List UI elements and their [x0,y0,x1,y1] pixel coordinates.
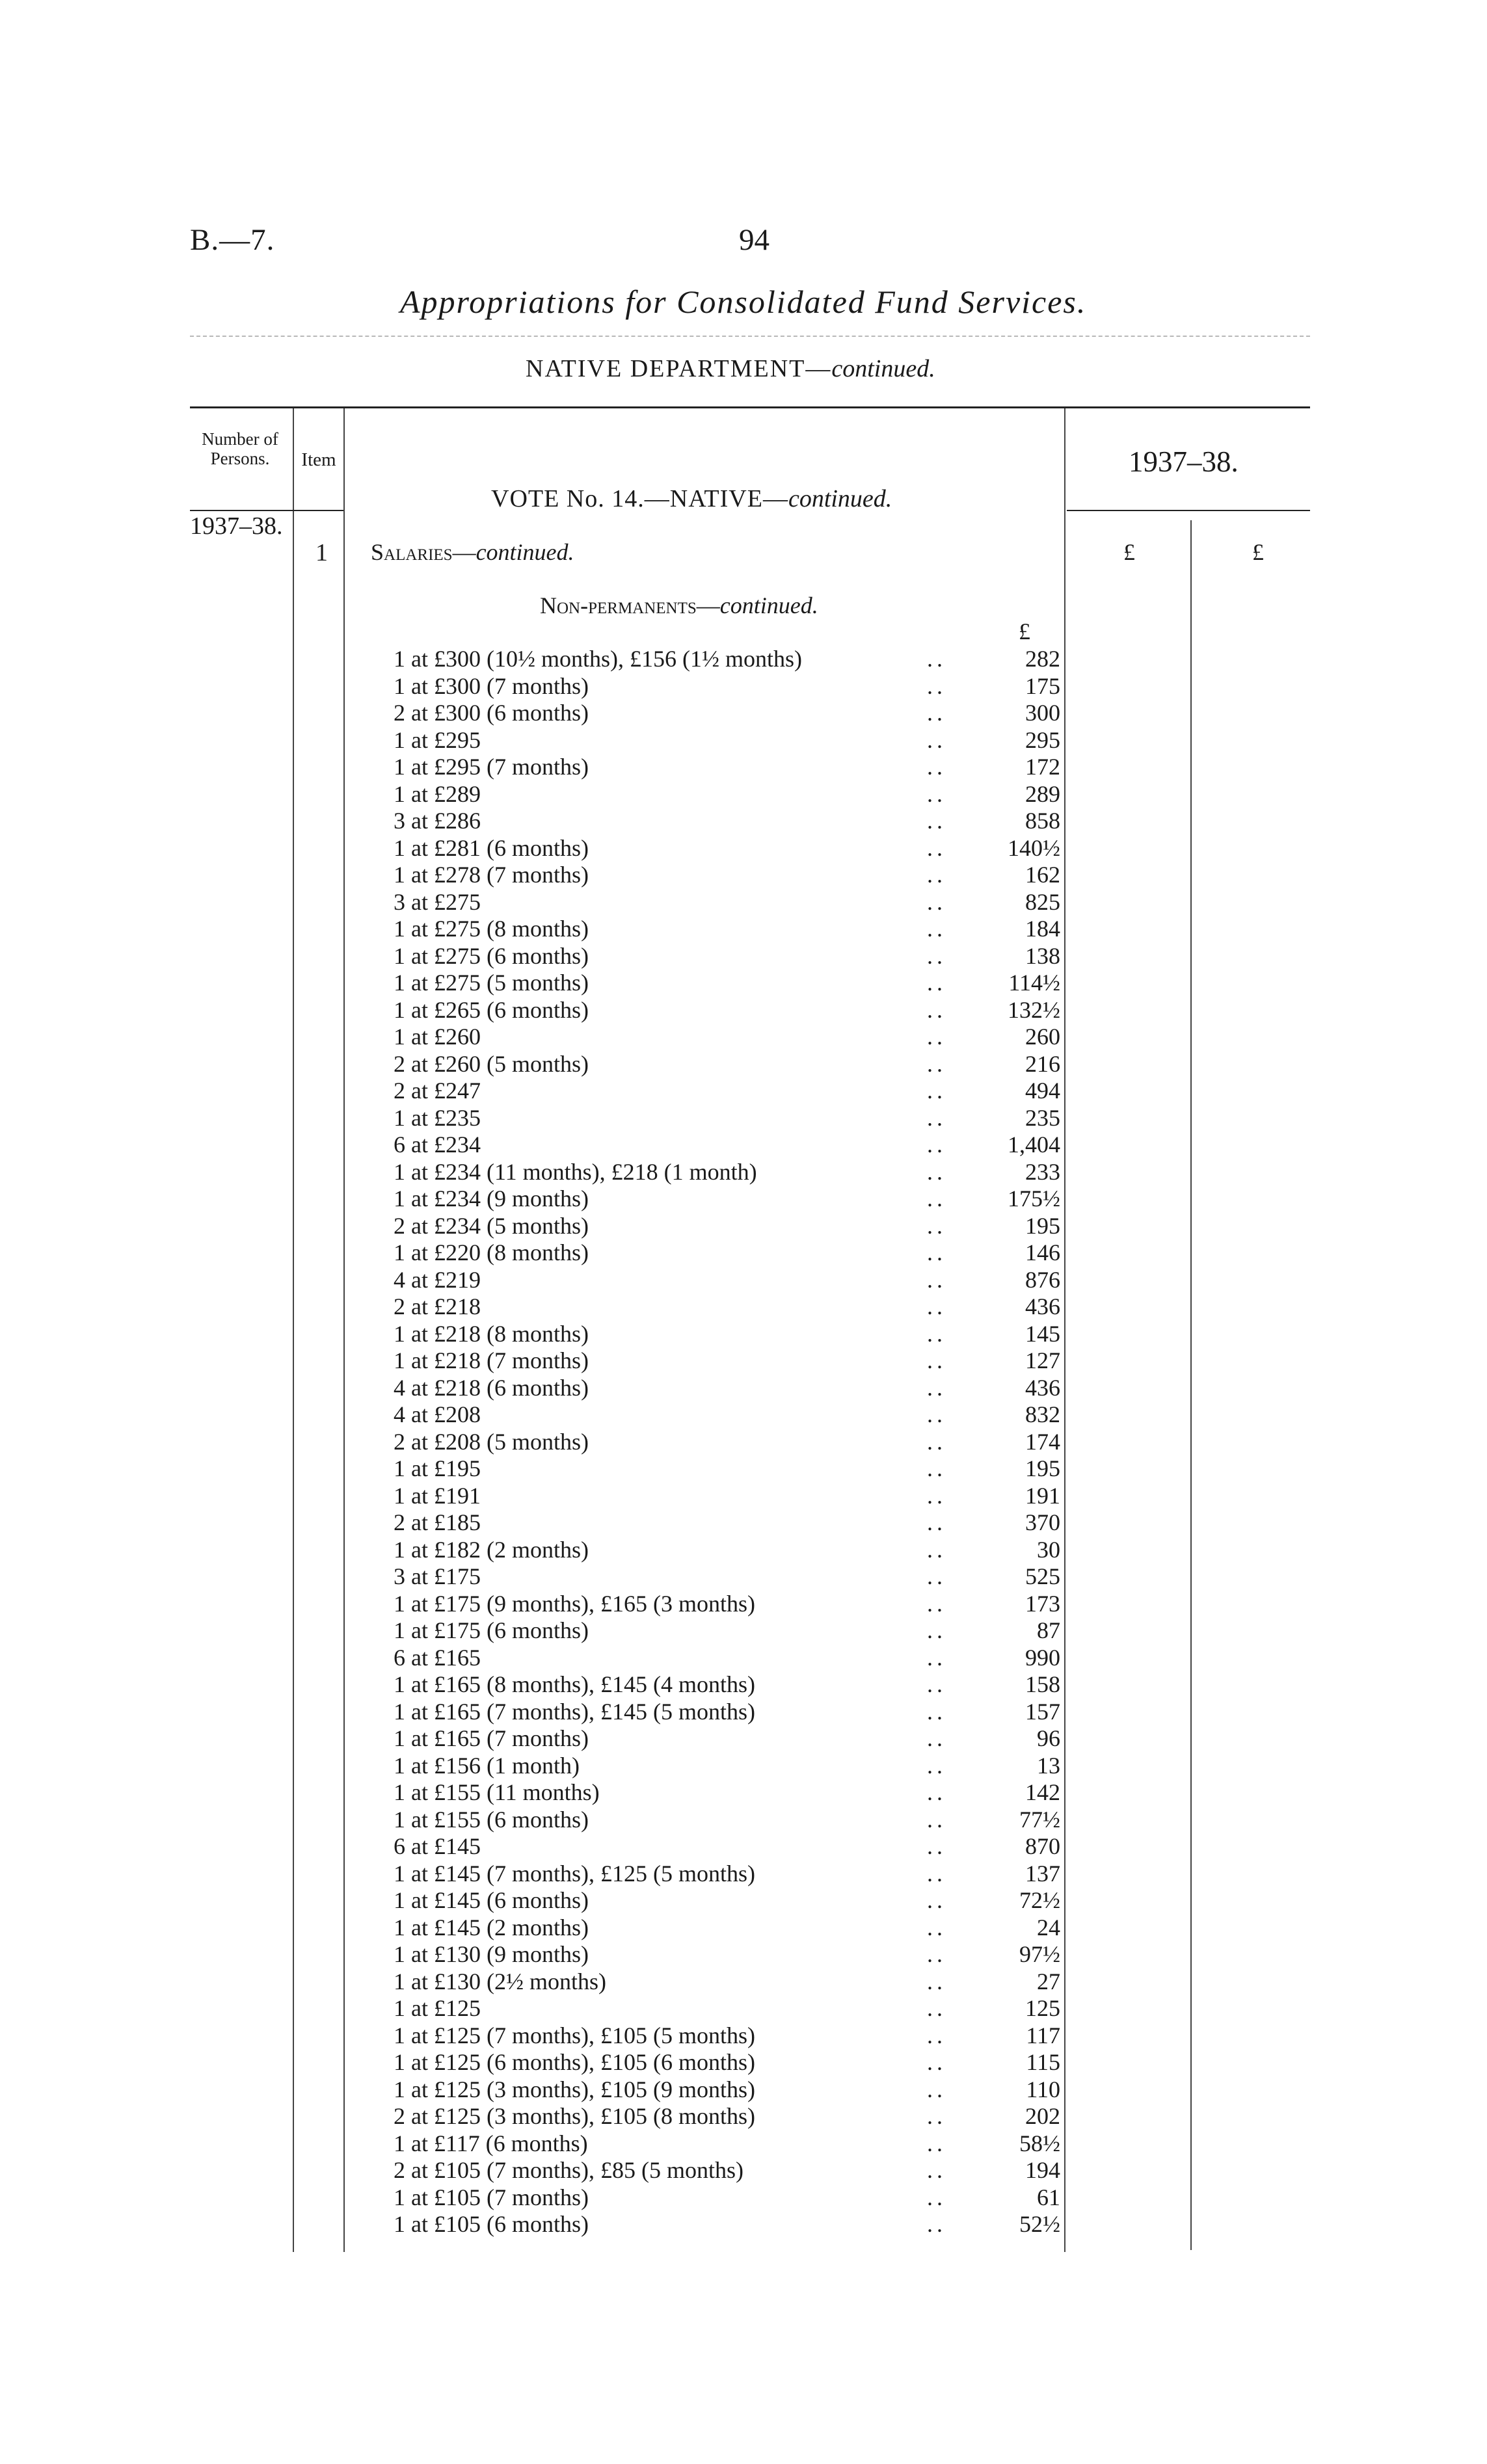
leader-dots: .. [927,1995,946,2021]
table-row [394,2130,1060,2157]
page-number: 94 [739,223,770,257]
table-row [394,1321,1060,1347]
row-description: 1 at £234 (9 months) [394,1186,589,1212]
table-row [394,1645,1060,1671]
row-description: 1 at £105 (7 months) [394,2184,589,2210]
number-of-persons-header: Number of Persons. [202,429,278,468]
leader-dots: .. [927,1428,946,1455]
row-amount: 195 [1025,1455,1060,1481]
row-description: 2 at £125 (3 months), £105 (8 months) [394,2103,755,2129]
row-amount: 115 [1026,2049,1060,2075]
row-amount: 370 [1025,1509,1060,1535]
row-description: 1 at £175 (9 months), £165 (3 months) [394,1590,755,1617]
row-amount: 162 [1025,862,1060,888]
subsection-heading [540,592,818,619]
table-row [394,1401,1060,1428]
row-amount: 195 [1025,1212,1060,1239]
row-amount: 97½ [1019,1941,1060,1967]
title-divider [190,336,1310,337]
row-amount: 175 [1025,672,1060,699]
year-column-pound-b: £ [1252,539,1264,565]
leader-dots: .. [927,1374,946,1401]
leader-dots: .. [927,1698,946,1725]
row-amount: 175½ [1008,1186,1060,1212]
row-amount: 30 [1037,1536,1060,1563]
row-description: 1 at £275 (6 months) [394,942,589,969]
row-amount: 870 [1025,1833,1060,1859]
table-row [394,1753,1060,1779]
item-number: 1 [315,539,328,566]
year-column-pound-a: £ [1123,539,1135,565]
row-description: 1 at £218 (7 months) [394,1347,589,1373]
table-row [394,1833,1060,1860]
item-column-right-rule [343,408,345,2252]
row-amount: 184 [1025,916,1060,942]
row-description: 1 at £145 (2 months) [394,1914,589,1941]
row-description: 4 at £208 [394,1401,481,1427]
leader-dots: .. [927,2076,946,2102]
row-amount: 52½ [1019,2211,1060,2237]
leader-dots: .. [927,1509,946,1535]
row-description: 1 at £265 (6 months) [394,996,589,1023]
leader-dots: .. [927,1536,946,1563]
table-row [394,1995,1060,2022]
leader-dots: .. [927,1482,946,1509]
table-row [394,1699,1060,1725]
row-amount: 72½ [1019,1887,1060,1913]
row-amount: 825 [1025,888,1060,915]
row-amount: 990 [1025,1644,1060,1671]
row-amount: 202 [1025,2103,1060,2129]
leader-dots: .. [927,834,946,861]
row-description: 1 at £155 (11 months) [394,1779,600,1805]
leader-dots: .. [927,1401,946,1427]
row-description: 2 at £208 (5 months) [394,1428,589,1455]
row-amount: 114½ [1008,970,1060,996]
table-row [394,1483,1060,1509]
row-amount: 174 [1025,1428,1060,1455]
row-description: 1 at £295 [394,726,481,753]
table-row [394,1051,1060,1078]
table-row [394,1159,1060,1186]
leader-dots: .. [927,1563,946,1589]
leader-dots: .. [927,2103,946,2129]
table-row [394,781,1060,808]
leader-dots: .. [927,1050,946,1077]
row-amount: 61 [1037,2184,1060,2210]
row-amount: 233 [1025,1158,1060,1185]
row-description: 1 at £278 (7 months) [394,862,589,888]
leader-dots: .. [927,1158,946,1185]
table-row [394,862,1060,888]
row-amount: 436 [1025,1374,1060,1401]
row-amount: 117 [1026,2022,1060,2048]
row-description: 1 at £300 (7 months) [394,672,589,699]
leader-dots: .. [927,1671,946,1697]
leader-dots: .. [927,1941,946,1967]
leader-dots: .. [927,2184,946,2210]
table-row [394,1375,1060,1401]
row-amount: 157 [1025,1698,1060,1725]
row-description: 2 at £300 (6 months) [394,700,589,726]
row-amount: 1,404 [1008,1132,1060,1158]
item-column-left-rule [293,408,294,2252]
year-header-rule [1067,510,1310,511]
table-row [394,1186,1060,1212]
leader-dots: .. [927,942,946,969]
row-description: 1 at £275 (8 months) [394,916,589,942]
row-amount: 27 [1037,1968,1060,1994]
row-description: 4 at £219 [394,1266,481,1293]
leader-dots: .. [927,2157,946,2183]
table-row [394,1671,1060,1698]
leader-dots: .. [927,1132,946,1158]
leader-dots: .. [927,808,946,834]
leader-dots: .. [927,2049,946,2075]
row-amount: 260 [1025,1024,1060,1050]
vote-suffix: continued. [788,485,892,512]
row-amount: 77½ [1019,1806,1060,1833]
leader-dots: .. [927,916,946,942]
table-row [394,2049,1060,2076]
row-amount: 140½ [1008,834,1060,861]
table-row [394,808,1060,834]
persons-year-label: 1937–38. [190,512,283,540]
left-header-rule [190,510,343,511]
row-amount: 87 [1037,1617,1060,1643]
table-row [394,1455,1060,1482]
leader-dots: .. [927,754,946,780]
leader-dots: .. [927,1320,946,1347]
row-amount: 282 [1025,646,1060,672]
department-name: NATIVE DEPARTMENT— [526,355,832,382]
row-description: 1 at £195 [394,1455,481,1481]
table-row [394,1537,1060,1563]
table-row [394,943,1060,970]
table-row [394,727,1060,754]
table-row [394,997,1060,1024]
leader-dots: .. [927,1347,946,1373]
row-description: 3 at £175 [394,1563,481,1589]
section-label: Salaries— [371,539,476,565]
row-description: 6 at £234 [394,1132,481,1158]
table-row [394,1725,1060,1752]
row-description: 1 at £234 (11 months), £218 (1 month) [394,1158,757,1185]
row-amount: 300 [1025,700,1060,726]
row-amount: 125 [1025,1995,1060,2021]
table-row [394,1941,1060,1968]
section-suffix: continued. [476,539,574,565]
table-row [394,673,1060,700]
leader-dots: .. [927,888,946,915]
row-amount: 173 [1025,1590,1060,1617]
row-amount: 145 [1025,1320,1060,1347]
row-amount: 24 [1037,1914,1060,1941]
row-description: 1 at £300 (10½ months), £156 (1½ months) [394,646,802,672]
row-description: 1 at £145 (7 months), £125 (5 months) [394,1860,755,1887]
row-amount: 138 [1025,942,1060,969]
table-row [394,1807,1060,1833]
table-row [394,1347,1060,1374]
table-row [394,1914,1060,1941]
row-description: 1 at £125 (6 months), £105 (6 months) [394,2049,755,2075]
leader-dots: .. [927,1617,946,1643]
vote-heading [491,484,892,513]
row-description: 1 at £130 (2½ months) [394,1968,606,1994]
document-reference: B.—7. [190,223,275,257]
row-amount: 142 [1025,1779,1060,1805]
table-row [394,1105,1060,1132]
item-header: Item [301,449,336,470]
row-amount: 58½ [1019,2130,1060,2156]
leader-dots: .. [927,1266,946,1293]
table-row [394,2103,1060,2130]
row-description: 6 at £165 [394,1644,481,1671]
section-heading [371,538,574,566]
table-row [394,2157,1060,2184]
table-row [394,1293,1060,1320]
row-description: 1 at £295 (7 months) [394,754,589,780]
row-description: 2 at £247 [394,1078,481,1104]
row-amount: 110 [1026,2076,1060,2102]
row-description: 1 at £289 [394,780,481,807]
leader-dots: .. [927,1725,946,1751]
row-description: 6 at £145 [394,1833,481,1859]
leader-dots: .. [927,2022,946,2048]
row-description: 1 at £165 (7 months) [394,1725,589,1751]
row-description: 3 at £286 [394,808,481,834]
row-description: 2 at £218 [394,1293,481,1319]
table-row [394,754,1060,780]
table-row [394,2022,1060,2049]
table-row [394,835,1060,862]
leader-dots: .. [927,1914,946,1941]
table-row [394,1968,1060,1995]
row-description: 1 at £125 (7 months), £105 (5 months) [394,2022,755,2048]
subsection-suffix: continued. [719,592,818,618]
row-description: 4 at £218 (6 months) [394,1374,589,1401]
row-description: 1 at £130 (9 months) [394,1941,589,1967]
row-description: 1 at £125 [394,1995,481,2021]
year-column-left-rule [1064,408,1065,2252]
leader-dots: .. [927,970,946,996]
vote-label: VOTE No. 14.—NATIVE— [491,485,788,512]
table-row [394,889,1060,916]
row-description: 1 at £220 (8 months) [394,1239,589,1265]
row-description: 1 at £117 (6 months) [394,2130,588,2156]
row-amount: 172 [1025,754,1060,780]
leader-dots: .. [927,646,946,672]
leader-dots: .. [927,1779,946,1805]
row-amount: 832 [1025,1401,1060,1427]
table-row [394,1509,1060,1536]
row-amount: 295 [1025,726,1060,753]
table-row [394,1617,1060,1644]
table-row [394,2211,1060,2238]
subsection-label: Non-permanents— [540,592,720,618]
row-amount: 525 [1025,1563,1060,1589]
row-description: 1 at £175 (6 months) [394,1617,589,1643]
leader-dots: .. [927,996,946,1023]
leader-dots: .. [927,1887,946,1913]
row-description: 1 at £105 (6 months) [394,2211,589,2237]
row-amount: 436 [1025,1293,1060,1319]
leader-dots: .. [927,726,946,753]
row-amount: 127 [1025,1347,1060,1373]
page-title: Appropriations for Consolidated Fund Services. [400,284,1087,320]
table-row [394,2184,1060,2211]
row-description: 1 at £165 (7 months), £145 (5 months) [394,1698,755,1725]
leader-dots: .. [927,1806,946,1833]
row-description: 3 at £275 [394,888,481,915]
table-row [394,1563,1060,1590]
row-description: 1 at £155 (6 months) [394,1806,589,1833]
table-row [394,1267,1060,1293]
leader-dots: .. [927,1860,946,1887]
row-amount: 235 [1025,1104,1060,1131]
row-amount: 191 [1025,1482,1060,1509]
leader-dots: .. [927,1455,946,1481]
leader-dots: .. [927,2211,946,2237]
table-row [394,1887,1060,1914]
row-description: 1 at £281 (6 months) [394,834,589,861]
table-row [394,1132,1060,1158]
leader-dots: .. [927,700,946,726]
leader-dots: .. [927,1239,946,1265]
row-description: 1 at £125 (3 months), £105 (9 months) [394,2076,755,2102]
row-description: 1 at £145 (6 months) [394,1887,589,1913]
leader-dots: .. [927,2130,946,2156]
row-amount: 216 [1025,1050,1060,1077]
table-row [394,1429,1060,1455]
leader-dots: .. [927,780,946,807]
leader-dots: .. [927,1833,946,1859]
row-description: 1 at £191 [394,1482,481,1509]
leader-dots: .. [927,1644,946,1671]
leader-dots: .. [927,672,946,699]
row-amount: 137 [1025,1860,1060,1887]
leader-dots: .. [927,1024,946,1050]
table-row [394,700,1060,726]
row-description: 2 at £105 (7 months), £85 (5 months) [394,2157,744,2183]
leader-dots: .. [927,1212,946,1239]
table-row [394,1024,1060,1050]
table-row [394,646,1060,672]
table-row [394,1078,1060,1104]
table-row [394,1213,1060,1239]
leader-dots: .. [927,1968,946,1994]
leader-dots: .. [927,1078,946,1104]
row-amount: 13 [1037,1752,1060,1779]
leader-dots: .. [927,1590,946,1617]
table-row [394,916,1060,942]
row-description: 1 at £165 (8 months), £145 (4 months) [394,1671,755,1697]
table-row [394,1591,1060,1617]
row-description: 1 at £235 [394,1104,481,1131]
leader-dots: .. [927,1752,946,1779]
row-amount: 876 [1025,1266,1060,1293]
row-amount: 158 [1025,1671,1060,1697]
year-column-header: 1937–38. [1129,445,1239,478]
table-row [394,2076,1060,2103]
row-description: 1 at £275 (5 months) [394,970,589,996]
row-description: 1 at £156 (1 month) [394,1752,580,1779]
row-description: 1 at £218 (8 months) [394,1320,589,1347]
leader-dots: .. [927,1104,946,1131]
table-top-rule [190,406,1310,408]
row-amount: 132½ [1008,996,1060,1023]
row-amount: 858 [1025,808,1060,834]
row-description: 1 at £260 [394,1024,481,1050]
leader-dots: .. [927,862,946,888]
row-description: 2 at £260 (5 months) [394,1050,589,1077]
table-row [394,1861,1060,1887]
year-column-middle-rule [1190,520,1192,2250]
row-amount: 146 [1025,1239,1060,1265]
department-heading [526,354,935,383]
department-suffix: continued. [831,355,935,382]
row-description: 1 at £182 (2 months) [394,1536,589,1563]
table-row [394,970,1060,996]
leader-dots: .. [927,1186,946,1212]
row-description: 2 at £185 [394,1509,481,1535]
row-amount: 494 [1025,1078,1060,1104]
row-amount: 194 [1025,2157,1060,2183]
row-description: 2 at £234 (5 months) [394,1212,589,1239]
amount-column-pound: £ [1019,618,1030,644]
table-row [394,1239,1060,1266]
row-amount: 289 [1025,780,1060,807]
leader-dots: .. [927,1293,946,1319]
row-amount: 96 [1037,1725,1060,1751]
table-row [394,1779,1060,1806]
